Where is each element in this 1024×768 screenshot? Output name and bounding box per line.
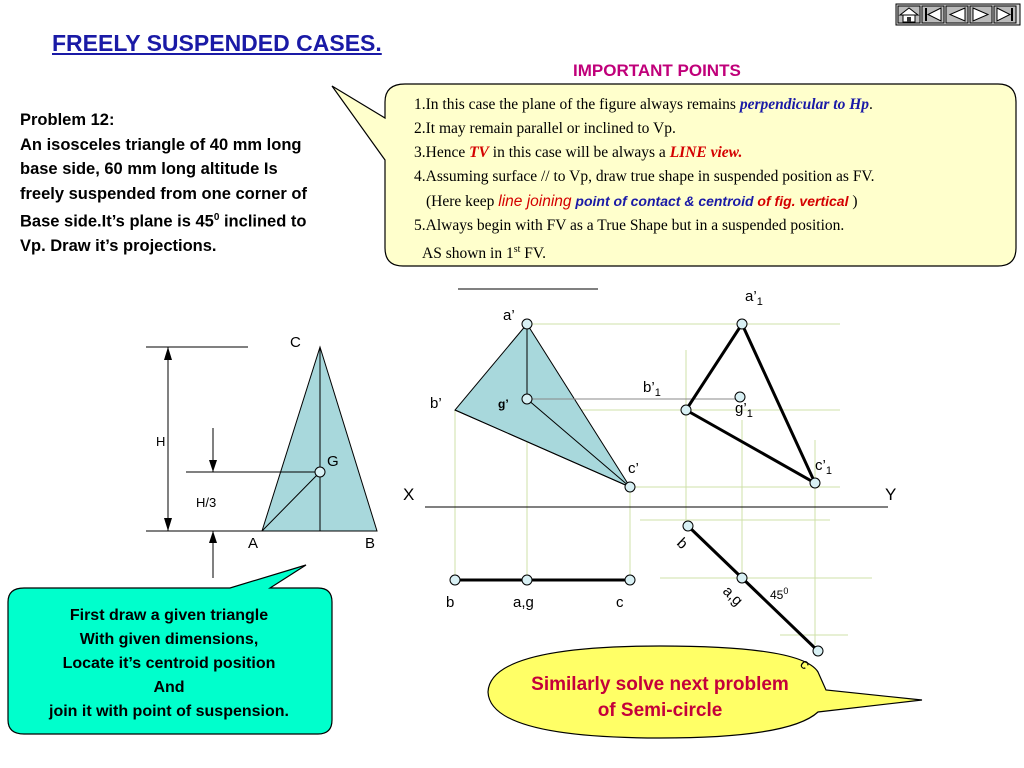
note-left-line: First draw a given triangle [69, 607, 269, 624]
problem-line: An isosceles triangle of 40 mm long [20, 135, 302, 154]
label-b-vertex: B [365, 535, 376, 552]
note-right-line: Similarly solve next problem [531, 674, 789, 695]
label-angle: $45^0$ [770, 586, 789, 602]
note-right-text [490, 672, 830, 724]
top-view-line [450, 575, 635, 585]
problem-statement [20, 108, 380, 259]
last-slide-icon[interactable] [994, 6, 1016, 23]
label-ag-rot: a,g [719, 582, 747, 610]
important-points-list [414, 93, 1014, 266]
centroid-g-node [315, 467, 325, 477]
slide-nav [896, 4, 1020, 25]
label-b-tv: b [446, 594, 455, 611]
point-3: 3.Hence TV in this case will be always a LINE view. [414, 144, 743, 161]
label-g-centroid: G [327, 453, 339, 470]
problem-line: Problem 12: [20, 111, 115, 129]
point-1: 1.In this case the plane of the figure always remains perpendicular to Hp. [414, 96, 873, 113]
label-a-vertex: A [248, 535, 259, 552]
label-g1-prime: $g’_1$ [735, 400, 753, 420]
label-c-tv: c [616, 594, 624, 611]
note-left-line: Locate it’s centroid position [62, 655, 276, 672]
problem-line: Base side.It’s plane is $45^0$ inclined to [20, 212, 307, 231]
point-5: 5.Always begin with FV as a True Shape but in a suspended position. [414, 217, 845, 234]
label-b-prime: b’ [430, 395, 442, 412]
next-slide-icon[interactable] [970, 6, 992, 23]
note-right-line: of Semi-circle [597, 700, 723, 721]
note-left-line: With given dimensions, [79, 631, 259, 648]
label-c-vertex: C [290, 334, 301, 351]
suspended-fv-triangle [455, 324, 630, 487]
note-left-line: join it with point of suspension. [49, 703, 289, 720]
final-fv-figure [681, 319, 820, 488]
label-b-rot: b [673, 534, 692, 553]
point-5-note: AS shown in 1st FV. [422, 244, 546, 263]
page-title: FREELY SUSPENDED CASES. [52, 30, 382, 56]
suspended-fv-figure [455, 289, 872, 645]
note-left-line: And [153, 679, 185, 696]
label-a1-prime: $a’_1$ [745, 288, 763, 308]
point-4: 4.Assuming surface // to Vp, draw true shape in suspended position as FV. [414, 168, 875, 185]
label-y: Y [885, 485, 897, 504]
important-points-heading: IMPORTANT POINTS [573, 61, 741, 80]
label-ag-tv: a,g [513, 594, 534, 611]
label-x: X [403, 485, 415, 504]
label-c-rot: c [796, 655, 814, 674]
previous-slide-icon[interactable] [946, 6, 968, 23]
problem-line: freely suspended from one corner of [20, 184, 307, 203]
home-icon[interactable] [898, 6, 920, 23]
label-c1-prime: $c’_1$ [815, 457, 832, 477]
point-4-note: (Here keep line joining point of contact & centroid of fig. vertical ) [426, 193, 858, 210]
point-2: 2.It may remain parallel or inclined to Vp. [414, 120, 676, 137]
problem-line: base side, 60 mm long altitude Is [20, 160, 278, 178]
first-slide-icon[interactable] [922, 6, 944, 23]
inclined-top-view-line [683, 521, 823, 656]
true-shape-figure [146, 347, 377, 578]
note-left-text [8, 604, 330, 724]
label-h: H [156, 434, 166, 449]
label-g-prime: g’ [498, 397, 509, 411]
label-c-prime: c’ [628, 460, 639, 477]
problem-line: Vp. Draw it’s projections. [20, 237, 217, 255]
label-b1-prime: $b’_1$ [643, 379, 661, 399]
label-a-prime: a’ [503, 307, 515, 324]
label-h-third: H/3 [196, 495, 217, 510]
